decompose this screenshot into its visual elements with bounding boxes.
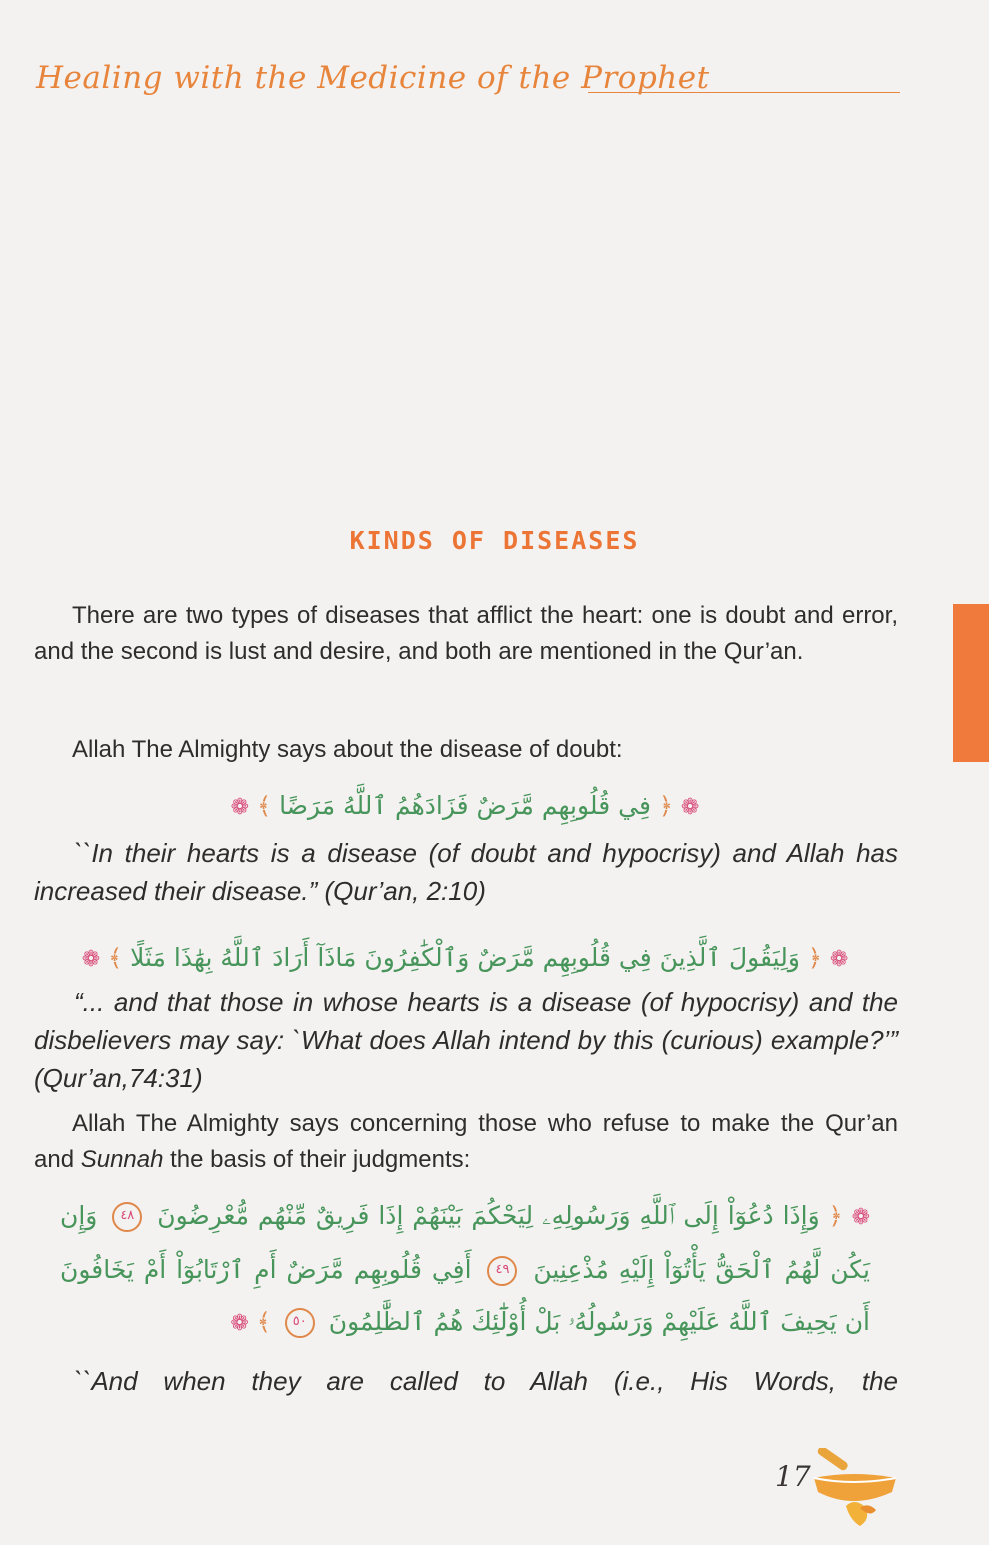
verse-number-badge: ٥٠: [285, 1308, 315, 1338]
verse-text: وَلِيَقُولَ ٱلَّذِينَ فِي قُلُوبِهِم مَّرَضٌ وَٱلْكَٰفِرُونَ مَاذَآ أَرَادَ ٱللَّهُ بِهَٰذَا مَثَلًا: [130, 943, 800, 972]
mortar-pestle-icon: [806, 1448, 900, 1530]
paragraph-2: Allah The Almighty says about the disease of doubt:: [72, 736, 623, 763]
ornament-icon: ❁: [230, 795, 250, 820]
verse-text: أَفِي قُلُوبِهِم مَّرَضٌ أَمِ ٱرْتَابُوٓاْ أَمْ يَخَافُونَ أَن يَحِيفَ ٱللَّهُ عَلَيْهِمْ وَرَسُولُهُۥ بَلْ أُوْلَٰٓئِكَ هُمُ ٱلظَّٰلِمُونَ: [60, 1255, 870, 1336]
translation-2: “... and that those in whose hearts is a disease (of hypocrisy) and the disbelievers may say: `What does Allah intend by this (curious) example?’” (Qur’an,74:31): [34, 987, 898, 1093]
ornament-icon: ❁: [230, 1311, 249, 1336]
paragraph-3: Allah The Almighty says concerning those who refuse to make the Qur’an and Sunnah the basis of their judgments:: [34, 1110, 898, 1173]
page-number: 17: [775, 1460, 811, 1493]
bracket-close-icon: ﴾: [108, 944, 123, 972]
bracket-open-icon: ﴿: [658, 792, 673, 820]
verse-text: وَإِن يَكُن لَّهُمُ ٱلْحَقُّ يَأْتُوٓاْ إِلَيْهِ مُذْعِنِينَ: [60, 1201, 871, 1284]
bracket-open-icon: ﴿: [807, 944, 822, 972]
ornament-icon: ❁: [81, 947, 101, 972]
book-title: Healing with the Medicine of the Prophet: [36, 60, 710, 96]
bracket-close-icon: ﴾: [257, 792, 272, 820]
translation-1: ``In their hearts is a disease (of doubt and hypocrisy) and Allah has increased their disease.” (Qur’an, 2:10): [34, 838, 898, 906]
bracket-close-icon: ﴾: [256, 1308, 271, 1336]
paragraph-1: There are two types of diseases that afflict the heart: one is doubt and error, and the second is lust and desire, and both are mentioned in the Qur’an.: [34, 602, 898, 665]
section-heading: KINDS OF DISEASES: [349, 526, 640, 555]
verse-text: وَإِذَا دُعُوٓاْ إِلَى ٱللَّهِ وَرَسُولِهِۦ لِيَحْكُمَ بَيْنَهُمْ إِذَا فَرِيقٌ مِّنْهُم مُّعْرِضُونَ: [157, 1201, 820, 1230]
bracket-open-icon: ﴿: [828, 1202, 843, 1230]
quran-verse-1: [60, 780, 870, 834]
ornament-icon: ❁: [680, 795, 700, 820]
verse-number-badge: ٤٩: [487, 1256, 517, 1286]
chapter-tab: [953, 604, 989, 762]
ornament-icon: ❁: [829, 947, 849, 972]
verse-number-badge: ٤٨: [112, 1202, 142, 1232]
term-sunnah: Sunnah: [80, 1146, 164, 1173]
ornament-icon: ❁: [851, 1205, 871, 1230]
verse-text: فِي قُلُوبِهِم مَّرَضٌ فَزَادَهُمُ ٱللَّهُ مَرَضًا: [279, 791, 651, 820]
quran-verse-2: [60, 932, 870, 986]
running-header: [36, 48, 900, 108]
translation-3: ``And when they are called to Allah (i.e., His Words, the: [74, 1366, 898, 1396]
quran-verse-3: [60, 1190, 870, 1350]
header-rule: [588, 92, 900, 93]
